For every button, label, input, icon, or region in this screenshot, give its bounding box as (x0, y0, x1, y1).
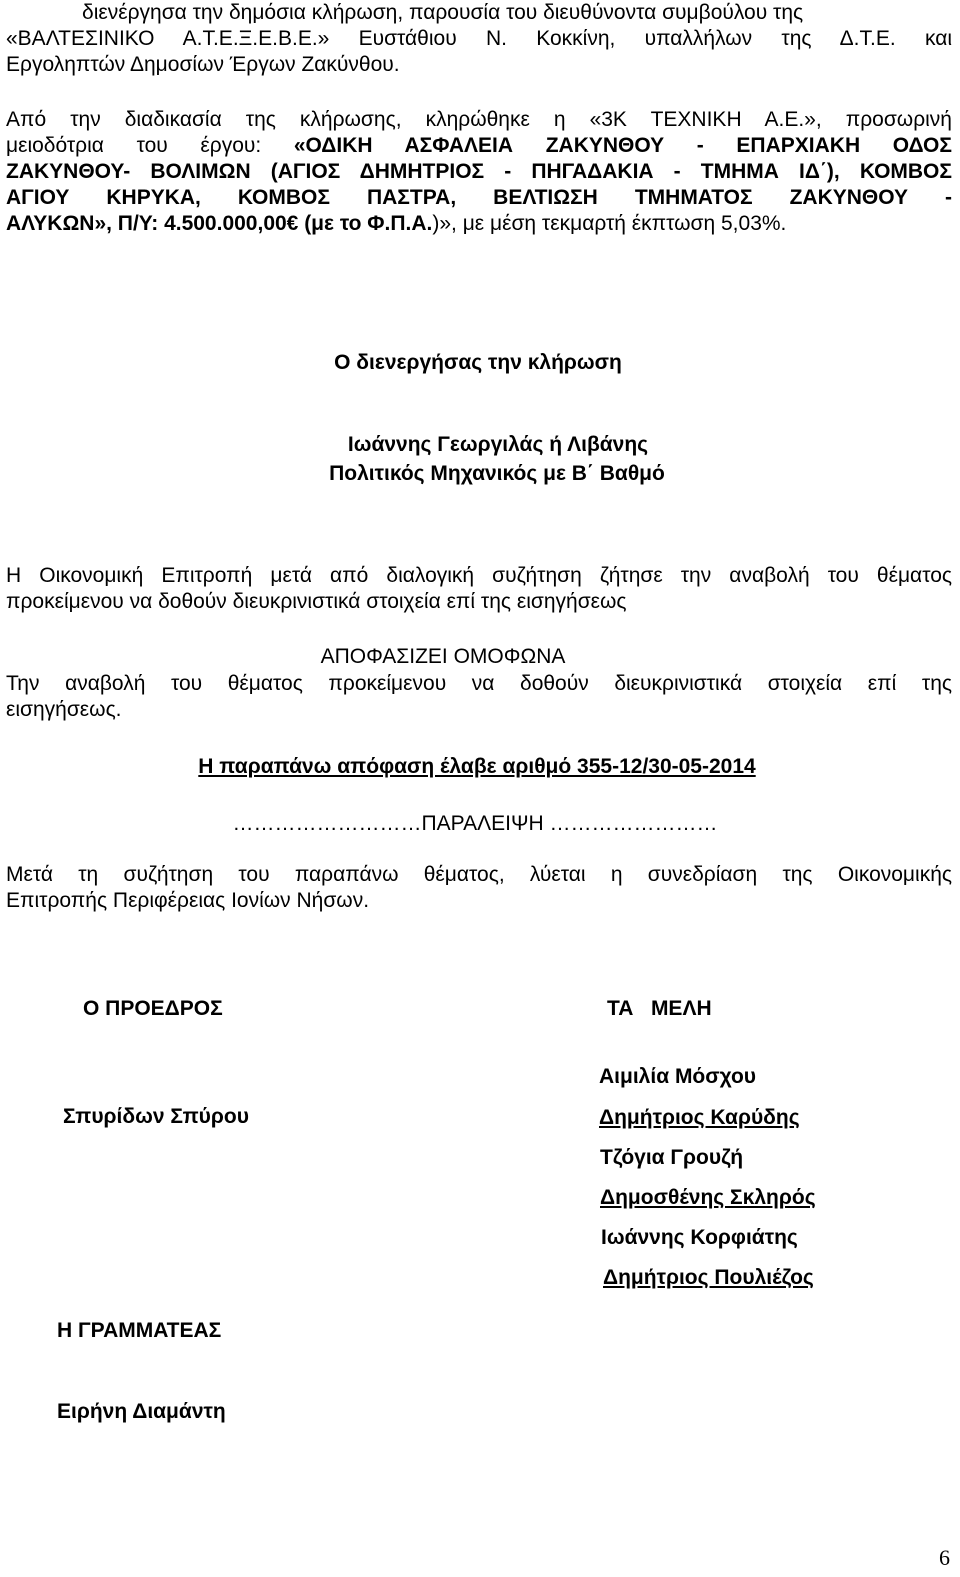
members-label: ΤΑ ΜΕΛΗ (607, 997, 712, 1020)
draw-discount: )», με μέση τεκμαρτή έκπτωση 5,03%. (432, 212, 787, 235)
closing-line-1: Μετά τη συζήτηση του παραπάνω θέματος, λύεται η συνεδρίαση της Οικονομικής (6, 863, 952, 886)
closing-line-2: Επιτροπής Περιφέρειας Ιονίων Νήσων. (6, 889, 370, 912)
draw-line-5 (6, 211, 952, 237)
president-name: Σπυρίδων Σπύρου (63, 1105, 249, 1128)
president-label: Ο ΠΡΟΕΔΡΟΣ (83, 997, 223, 1020)
committee-paragraph (6, 563, 952, 615)
decision-heading: ΑΠΟΦΑΣΙΖΕΙ ΟΜΟΦΩΝΑ (320, 645, 566, 668)
member-3: Τζόγια Γρουζή (600, 1146, 744, 1169)
member-1: Αιμιλία Μόσχου (599, 1065, 757, 1088)
committee-line-1: Η Οικονομική Επιτροπή μετά από διαλογική συζήτηση ζήτησε την αναβολή του θέματος (6, 564, 952, 587)
decision-line-1: Την αναβολή του θέματος προκείμενου να δοθούν διευκρινιστικά στοιχεία επί της (6, 672, 952, 695)
member-2: Δημήτριος Καρύδης (599, 1106, 800, 1129)
closing-paragraph (6, 862, 952, 914)
secretary-label: Η ΓΡΑΜΜΑΤΕΑΣ (57, 1319, 222, 1342)
secretary-name: Ειρήνη Διαμάντη (57, 1400, 226, 1423)
signer-name: Ιωάννης Γεωργιλάς ή Λιβάνης (347, 433, 649, 456)
decision-line-2: εισηγήσεως. (6, 698, 122, 721)
intro-line-3: Εργοληπτών Δημοσίων Έργων Ζακύνθου. (6, 53, 400, 76)
member-6: Δημήτριος Πουλιέζος (603, 1266, 814, 1289)
draw-line-1: Από την διαδικασία της κλήρωσης, κληρώθηκε η «3Κ ΤΕΧΝΙΚΗ Α.Ε.», προσωρινή (6, 108, 952, 131)
committee-line-2: προκείμενου να δοθούν διευκρινιστικά στοιχεία επί της εισηγήσεως (6, 590, 627, 613)
intro-line-1: διενέργησα την δημόσια κλήρωση, παρουσία του διευθύνοντα συμβούλου της (82, 1, 804, 24)
page-number: 6 (939, 1545, 950, 1570)
signer-heading: Ο διενεργήσας την κλήρωση (334, 351, 622, 374)
member-5: Ιωάννης Κορφιάτης (601, 1226, 798, 1249)
project-title-line-4: ΑΓΙΟΥ ΚΗΡΥΚΑ, ΚΟΜΒΟΣ ΠΑΣΤΡΑ, ΒΕΛΤΙΩΣΗ ΤΜΗΜΑΤΟΣ ΖΑΚΥΝΘΟΥ - (6, 186, 952, 209)
member-4: Δημοσθένης Σκληρός (600, 1186, 816, 1209)
project-title-line-3: ΖΑΚΥΝΘΟΥ- ΒΟΛΙΜΩΝ (ΑΓΙΟΣ ΔΗΜΗΤΡΙΟΣ - ΠΗΓΑΔΑΚΙΑ - ΤΜΗΜΑ ΙΔ΄), ΚΟΜΒΟΣ (6, 160, 952, 183)
project-budget: ΑΛΥΚΩΝ», Π/Υ: 4.500.000,00€ (με το Φ.Π.Α. (6, 212, 433, 235)
draw-line-2-prefix: μειοδότρια του έργου: (6, 134, 294, 157)
decision-number: Η παραπάνω απόφαση έλαβε αριθμό 355-12/30-05-2014 (198, 755, 756, 778)
draw-line-2 (6, 133, 952, 159)
intro-paragraph (6, 0, 952, 78)
omission-line: ………………………ΠΑΡΑΛΕΙΨΗ …………………… (232, 812, 718, 835)
intro-line-2: «ΒΑΛΤΕΣΙΝΙΚΟ Α.Τ.Ε.Ξ.Ε.Β.Ε.» Ευστάθιου Ν. Κοκκίνη, υπαλλήλων της Δ.Τ.Ε. και (6, 27, 952, 50)
project-title-start: «ΟΔΙΚΗ ΑΣΦΑΛΕΙΑ ΖΑΚΥΝΘΟΥ - ΕΠΑΡΧΙΑΚΗ ΟΔΟΣ (293, 134, 952, 157)
signer-title: Πολιτικός Μηχανικός με Β΄ Βαθμό (329, 462, 665, 485)
decision-paragraph (6, 671, 952, 723)
draw-result-paragraph (6, 107, 952, 237)
